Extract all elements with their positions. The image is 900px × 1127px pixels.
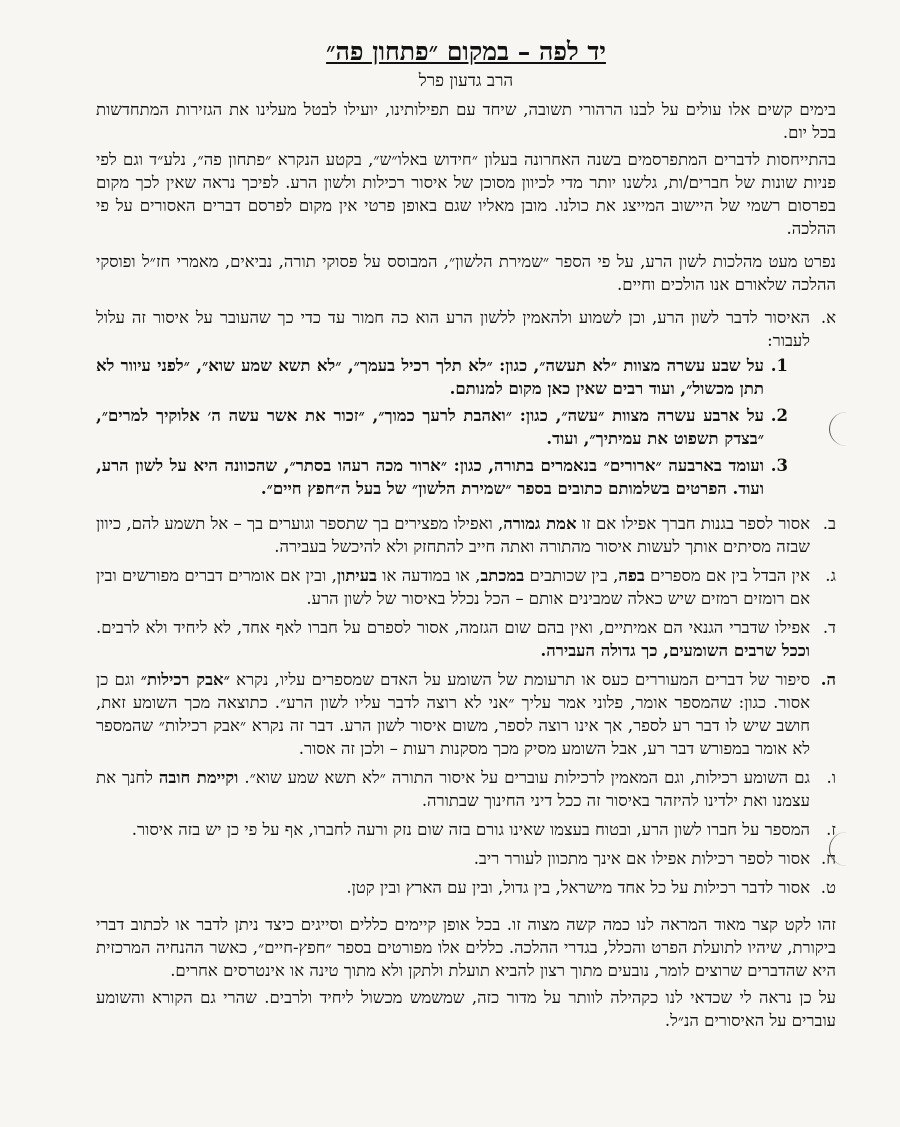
list-item-a (96, 306, 836, 506)
binder-hole (829, 412, 864, 446)
list-item-b (96, 512, 836, 558)
item-letter: ו. (826, 768, 836, 787)
item-letter: ט. (820, 878, 836, 897)
author: הרב גדעון פרל (418, 71, 514, 91)
list-item-t (96, 876, 836, 899)
sublist-number: 2. (770, 406, 788, 425)
numbered-sublist (96, 354, 788, 500)
item-text: סיפור של דברים המעוררים כעס או תרעומת של השומע על האדם שמספרים עליו, נקרא ״אבק רכילות״ וגם כן אסור. כגון: שהמספר אומר, פלוני אמר עליך ״אני לא רוצה לדבר עליו לשון הרע״. כתוצאה מכך השומע זאת, חושב שיש לו דבר רע לספר, אך אינו רוצה לספר, משום איסור לשון הרע. דבר זה נקרא ״אבק רכילות״ שהמספר לא אומר במפורש דבר רע, אבל השומע מסיק מכך מסקנות רעות – ולכן זה אסור. (96, 670, 811, 758)
sublist-number: 3. (770, 456, 788, 475)
list-item-g (96, 564, 836, 610)
sublist-text: על ארבע עשרה מצוות ״עשה״, כגון: ״ואהבת לרעך כמוך״, ״זכור את אשר עשה ה׳ אלוקיך למרים״, ״בצדק תשפוט את עמיתיך״, ועוד. (96, 406, 764, 448)
item-text: אין הבדל בין אם מספרים בפה, בין שכותבים במכתב, או במודעה או בעיתון, ובין אם אומרים דברים מפורשים ובין אם רומזים רמזים שיש כאלה שמבינים אותם – הכל נכלל באיסור של לשון הרע. (96, 566, 810, 608)
closing-paragraph: על כן נראה לי שכדאי לנו כקהילה לוותר על מדור כזה, שמשמש מכשול ליחיד ולרבים. שהרי גם הקורא והשומע עוברים על האיסורים הנ״ל. (96, 988, 836, 1030)
item-text: אסור לספר רכילות אפילו אם אינך מתכוון לעורר ריב. (473, 849, 810, 868)
item-letter: ב. (822, 514, 836, 533)
item-text: המספר על חברו לשון הרע, ובטוח בעצמו שאינו גורם בזה שום נזק ורעה לחברו, אף על פי כן יש בזה איסור. (131, 820, 810, 839)
item-letter: ז. (826, 820, 836, 839)
item-text: האיסור לדבר לשון הרע, וכן לשמוע ולהאמין ללשון הרע הוא כה חמור עד כדי כך שהעובר על איסור זה עלול לעבור: (96, 308, 810, 350)
list-item-h (96, 668, 836, 760)
list-item-v (96, 766, 836, 812)
item-letter: ח. (820, 849, 836, 868)
item-text: אסור לדבר רכילות על כל אחד מישראל, בין גדול, ובין עם הארץ ובין קטן. (346, 878, 810, 897)
sublist-text: ועומד בארבעה ״ארורים״ בנאמרים בתורה, כגון: ״ארור מכה רעהו בסתר״, שהכוונה היא על לשון הרע, ועוד. הפרטים בשלמותם כתובים בספר ״שמירת הלשון״ של בעל ה״חפץ חיים״. (96, 456, 764, 498)
list-item-z (96, 818, 836, 841)
intro-paragraph: בימים קשים אלו עולים על לבנו הרהורי תשובה, שיחד עם תפילותינו, יועילו לבטל מעלינו את הגזירות המתחדשות בכל יום. (96, 100, 836, 142)
sublist-item (96, 454, 788, 500)
item-text: אפילו שדברי הגנאי הם אמיתיים, ואין בהם שום הגזמה, אסור לספרם על חברו לאף אחד, לא ליחיד ולא לרבים. וככל שרבים השומעים, כך גדולה העבירה. (96, 618, 810, 660)
sublist-number: 1. (770, 356, 788, 375)
item-text: אסור לספר בגנות חברך אפילו אם זו אמת גמורה, ואפילו מפצירים בך שתספר וגוערים בך – אל תשמע להם, כיוון שבזה מסיתים אותך לעשות איסור מהתורה ואתה חייב להתחזק ולא להיכשל בעבירה. (96, 514, 810, 556)
intro-paragraph: בהתייחסות לדברים המתפרסמים בשנה האחרונה בעלון ״חידוש באלו״ש״, בקטע הנקרא ״פתחון פה״, נלע״ד וגם לפי פניות שונות של חברים/ות, גלשנו יותר מדי לכיוון מסוכן של איסור רכילות ולשון הרע. לפיכך נראה שאין לכך מקום בפרסום רשמי של היישוב המייצג את כולנו. מובן מאליו שגם באופן פרטי אין מקום לפרסם דברים האסורים על פי ההלכה. (96, 150, 836, 238)
sublist-item (96, 404, 788, 450)
page-title: יד לפה – במקום ״פתחון פה״ (326, 37, 606, 66)
document (96, 36, 836, 1032)
item-letter: ג. (825, 566, 836, 585)
item-letter: א. (820, 308, 836, 327)
list-item-ch (96, 847, 836, 870)
item-letter: ה. (820, 670, 836, 689)
item-letter: ד. (822, 618, 836, 637)
intro-paragraph: נפרט מעט מהלכות לשון הרע, על פי הספר ״שמירת הלשון״, המבוסס על פסוקי תורה, נביאים, מאמרי חז״ל ופוסקי ההלכה שלאורם אנו הולכים וחיים. (96, 252, 836, 294)
closing-paragraph: זהו לקט קצר מאוד המראה לנו כמה קשה מצוה זו. בכל אופן קיימים כללים וסייגים כיצד ניתן לדבר או לכתוב דברי ביקורת, שיהיו לתועלת הפרט והכלל, בגדרי ההלכה. כללים אלו מפורטים בספר ״חפץ-חיים״, כאשר ההנחיה המרכזית היא שהדברים שרוצים לומר, נובעים מתוך רצון להביא תועלת ולתקן ולא מתוך טינה או אינטרסים אחרים. (96, 915, 836, 980)
binder-hole (829, 832, 864, 866)
sublist-item (96, 354, 788, 400)
item-text: גם השומע רכילות, וגם המאמין לרכילות עוברים על איסור התורה ״לא תשא שמע שוא״. וקיימת חובה לחנך את עצמנו ואת ילדינו להיזהר באיסור זה ככל דיני החינוך שבתורה. (96, 768, 810, 810)
list-item-d (96, 616, 836, 662)
sublist-text: על שבע עשרה מצוות ״לא תעשה״, כגון: ״לא תלך רכיל בעמך״, ״לא תשא שמע שוא״, ״לפני עיוור לא תתן מכשול״, ועוד רבים שאין כאן מקום למנותם. (96, 356, 764, 398)
